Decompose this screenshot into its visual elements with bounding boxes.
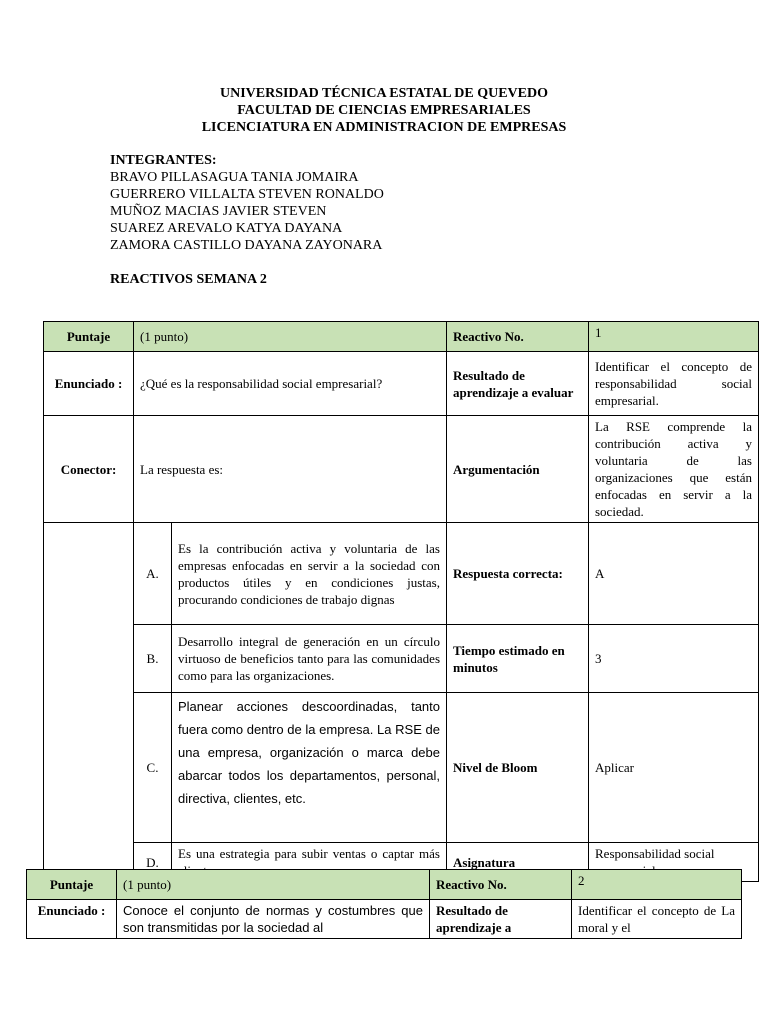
member-name: MUÑOZ MACIAS JAVIER STEVEN (110, 204, 327, 219)
puntaje-value: (1 punto) (134, 322, 447, 352)
university-title: UNIVERSIDAD TÉCNICA ESTATAL DE QUEVEDO (219, 86, 549, 101)
degree-title: LICENCIATURA EN ADMINISTRACION DE EMPRESAS (201, 120, 567, 135)
conector-label: Conector: (44, 416, 134, 523)
respuesta-value: A (589, 523, 759, 625)
question-table-2 (26, 869, 742, 939)
enunciado-label: Enunciado : (44, 352, 134, 416)
enunciado-text: Conoce el conjunto de normas y costumbres que son transmitidas por la sociedad al (117, 900, 430, 939)
faculty-title: FACULTAD DE CIENCIAS EMPRESARIALES (237, 103, 531, 118)
option-text: Desarrollo integral de generación en un círculo virtuoso de beneficios tanto para las comunidades como para las organizaciones. (172, 625, 447, 693)
conector-text: La respuesta es: (134, 416, 447, 523)
puntaje-label: Puntaje (44, 322, 134, 352)
option-letter: D. (134, 843, 172, 882)
member-name: ZAMORA CASTILLO DAYANA ZAYONARA (110, 238, 383, 253)
asignatura-value: Responsabilidad social (589, 843, 759, 882)
question-table-1 (43, 321, 759, 882)
argumentacion-label: Argumentación (447, 416, 589, 523)
members-title: INTEGRANTES: (110, 153, 217, 168)
tiempo-label: Tiempo estimado en minutos (447, 625, 589, 693)
member-name: BRAVO PILLASAGUA TANIA JOMAIRA (110, 170, 359, 185)
option-text: Planear acciones descoordinadas, tanto fuera como dentro de la empresa. La RSE de una empresa, organización o marca debe abarcar todos los departamentos, personal, directiva, clientes, etc. (172, 693, 447, 843)
option-text: Es la contribución activa y voluntaria de las empresas enfocadas en servir a la sociedad con productos útiles y en condiciones justas, procurando condiciones de trabajo dignas (172, 523, 447, 625)
option-letter: B. (134, 625, 172, 693)
asignatura-label: Asignatura (447, 843, 589, 882)
respuesta-label: Respuesta correcta: (447, 523, 589, 625)
reactivo-label: Reactivo No. (447, 322, 589, 352)
enunciado-label: Enunciado : (27, 900, 117, 939)
bloom-value: Aplicar (589, 693, 759, 843)
enunciado-text: ¿Qué es la responsabilidad social empresarial? (134, 352, 447, 416)
section-title: REACTIVOS SEMANA 2 (110, 272, 267, 287)
member-name: GUERRERO VILLALTA STEVEN RONALDO (110, 187, 384, 202)
tiempo-value: 3 (589, 625, 759, 693)
reactivo-label: Reactivo No. (430, 870, 572, 900)
bloom-label: Nivel de Bloom (447, 693, 589, 843)
options-blank-cell (44, 523, 134, 882)
resultado-label: Resultado de aprendizaje a evaluar (447, 352, 589, 416)
option-letter: A. (134, 523, 172, 625)
resultado-text: Identificar el concepto de responsabilidad social empresarial. (589, 352, 759, 416)
resultado-text: Identificar el concepto de La moral y el (572, 900, 742, 939)
member-name: SUAREZ AREVALO KATYA DAYANA (110, 221, 343, 236)
puntaje-label: Puntaje (27, 870, 117, 900)
reactivo-number: 2 (572, 870, 742, 900)
option-text: Es una estrategia para subir ventas o captar más (172, 843, 447, 882)
resultado-label: Resultado de aprendizaje a (430, 900, 572, 939)
argumentacion-text: La RSE comprende la contribución activa y voluntaria de las organizaciones que están enfocadas en servir a la sociedad. (589, 416, 759, 523)
reactivo-number: 1 (589, 322, 759, 352)
puntaje-value: (1 punto) (117, 870, 430, 900)
option-letter: C. (134, 693, 172, 843)
